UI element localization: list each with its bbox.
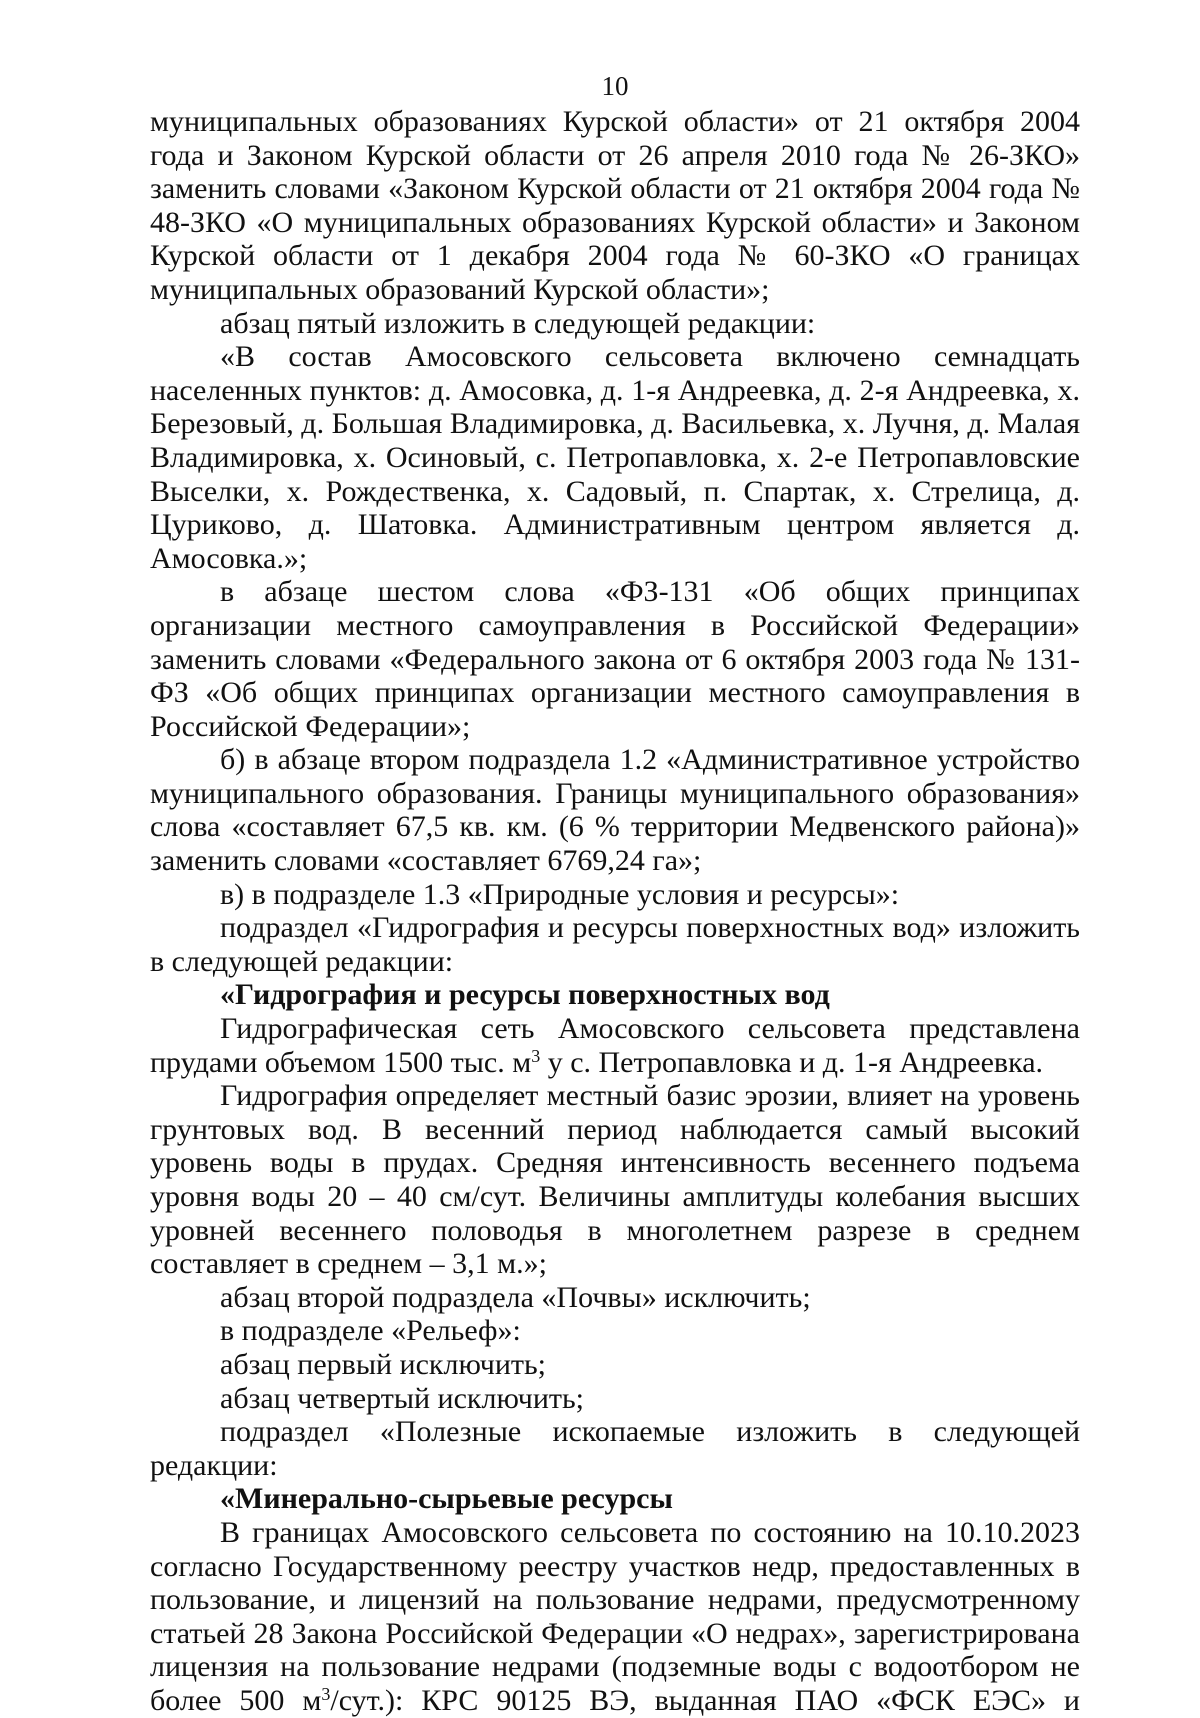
superscript: 3	[531, 1045, 541, 1066]
paragraph-intro: муниципальных образованиях Курской области» от 21 октября 2004 года и Законом Курской области от 26 апреля 2010 года № 26-ЗКО» заменить словами «Законом Курской области от 21 октября 2004 года № 48-ЗКО «О муниципальных образованиях Курской области» и Законом Курской области от 1 декабря 2004 года № 60-ЗКО «О границах муниципальных образований Курской области»;	[150, 105, 1080, 306]
paragraph-minerals-license	[150, 1516, 1080, 1718]
heading-hydrography	[150, 978, 1080, 1012]
paragraph-subsection-1-2: б) в абзаце втором подраздела 1.2 «Административное устройство муниципального образования. Границы муниципального образования» слова «составляет 67,5 кв. км. (6 % территории Медвенского района)» заменить словами «составляет 6769,24 га»;	[150, 743, 1080, 878]
heading-text: Гидрография и ресурсы поверхностных вод	[235, 978, 830, 1012]
heading-quote: «	[220, 978, 235, 1012]
paragraph-abzac-pyatyi: абзац пятый изложить в следующей редакции:	[220, 306, 816, 340]
edit-line-abzac-pervyi: абзац первый исключить;	[220, 1347, 547, 1381]
text-segment: у с. Петропавловка и д. 1-я Андреевка.	[540, 1045, 1044, 1079]
paragraph-abzac-shestoi: в абзаце шестом слова «ФЗ-131 «Об общих принципах организации местного самоуправления в Российской Федерации» заменить словами «Федерального закона от 6 октября 2003 года № 131-ФЗ «Об общих принципах организации местного самоуправления в Российской Федерации»;	[150, 575, 1080, 743]
heading-text: Минерально-сырьевые ресурсы	[235, 1482, 673, 1516]
paragraph-hydro-erosion: Гидрография определяет местный базис эрозии, влияет на уровень грунтовых вод. В весенний период наблюдается самый высокий уровень воды в прудах. Средняя интенсивность весеннего подъема уровня воды 20 – 40 см/сут. Величины амплитуды колебания высших уровней весеннего половодья в многолетнем разрезе в среднем составляет в среднем – 3,1 м.»;	[150, 1079, 1080, 1281]
heading-quote: «	[220, 1482, 235, 1516]
heading-minerals	[150, 1482, 1080, 1516]
text-segment: В границах Амосовского сельсовета по состоянию на 10.10.2023 согласно Государственному реестру участков недр, предоставленных в пользование, и лицензий на пользование недрами, предусмотренному статьей 28 Закона Российской Федерации «О недрах», зарегистрирована лицензия на пользование недрами (подземные воды с водоотбором не более 500 м	[150, 1515, 1080, 1717]
text-segment: Гидрографическая сеть Амосовского сельсовета представлена прудами объемом 1500 тыс. м	[150, 1012, 1080, 1079]
page-number: 10	[601, 71, 629, 101]
paragraph-settlements-list: «В состав Амосовского сельсовета включено семнадцать населенных пунктов: д. Амосовка, д. 1-я Андреевка, д. 2-я Андреевка, х. Березовый, д. Большая Владимировка, д. Васильевка, х. Лучня, д. Малая Владимировка, х. Осиновый, с. Петропавловка, х. 2-е Петропавловские Выселки, х. Рождественка, х. Садовый, п. Спартак, х. Стрелица, д. Цуриково, д. Шатовка. Административным центром является д. Амосовка.»;	[150, 340, 1080, 575]
edit-line-relief: в подразделе «Рельеф»:	[220, 1314, 521, 1348]
edit-line-minerals: подраздел «Полезные ископаемые изложить в следующей редакции:	[150, 1415, 1080, 1482]
text-segment: /сут.): КРС 90125 ВЭ, выданная ПАО «ФСК ЕЭС» и	[330, 1683, 1080, 1717]
paragraph-subsection-1-3: в) в подразделе 1.3 «Природные условия и ресурсы»:	[220, 877, 900, 911]
superscript: 3	[321, 1684, 331, 1705]
paragraph-hydro-edit: подраздел «Гидрография и ресурсы поверхностных вод» изложить в следующей редакции:	[150, 911, 1080, 978]
edit-line-abzac-chetvertyi: абзац четвертый исключить;	[220, 1381, 584, 1415]
paragraph-hydro-network	[150, 1012, 1080, 1079]
document-page	[150, 70, 1080, 1718]
edit-line-pochvy: абзац второй подраздела «Почвы» исключить;	[220, 1280, 811, 1314]
